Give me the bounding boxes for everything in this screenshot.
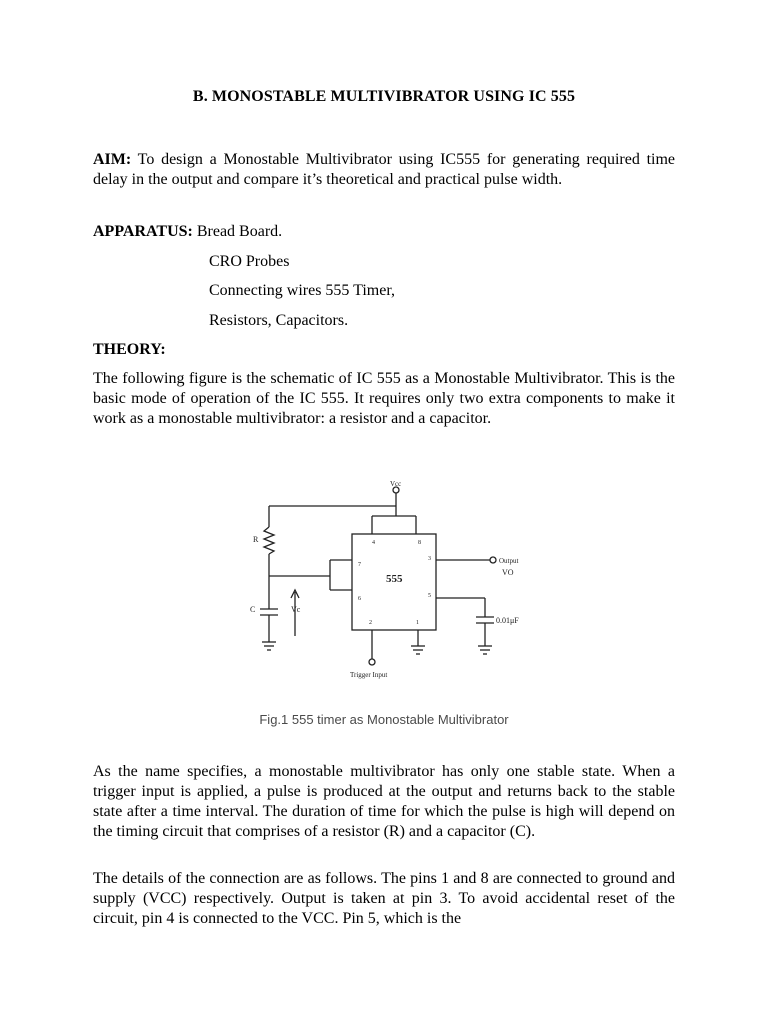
pin-label: 1 <box>416 620 419 626</box>
vc-label: Vc <box>291 605 301 614</box>
apparatus-item: Bread Board. <box>196 223 283 240</box>
pin-label: 6 <box>358 596 361 602</box>
theory-heading: THEORY: <box>93 341 166 358</box>
output-label: Output <box>499 557 519 565</box>
resistor-label: R <box>253 535 259 544</box>
aim-text: To design a Monostable Multivibrator using IC555 for generating required time delay in the output and compare it’s theoretical and practical pulse width. <box>93 151 675 188</box>
aim-label: AIM: <box>93 151 132 168</box>
apparatus-item: Resistors, Capacitors. <box>209 312 349 329</box>
theory-paragraph-2: As the name specifies, a monostable multivibrator has only one stable state. When a trigger input is applied, a pulse is produced at the output and returns back to the stable state after a time interval. The duration of time for which the pulse is high will depend on the timing circuit that comprises of a resistor (R) and a capacitor (C). <box>93 763 675 840</box>
apparatus-label: APPARATUS: <box>93 223 193 240</box>
cap-value-label: 0.01μF <box>496 616 519 625</box>
aim-paragraph <box>93 150 675 190</box>
figure-caption: Fig.1 555 timer as Monostable Multivibrator <box>259 712 509 727</box>
pin-label: 5 <box>428 593 431 599</box>
vo-label: VO <box>502 568 514 577</box>
apparatus-item: CRO Probes <box>209 253 290 270</box>
capacitor-label: C <box>250 605 256 614</box>
vcc-label: Vcc <box>390 480 402 488</box>
trigger-input-label: Trigger Input <box>350 671 388 679</box>
ic-label: 555 <box>386 573 403 585</box>
pin-label: 4 <box>372 540 375 546</box>
theory-paragraph-1: The following figure is the schematic of IC 555 as a Monostable Multivibrator. This is the basic mode of operation of the IC 555. It requires only two extra components to make it work as a monostable multivibrator: a resistor and a capacitor. <box>93 370 675 427</box>
document-title: B. MONOSTABLE MULTIVIBRATOR USING IC 555 <box>192 88 576 105</box>
apparatus-row <box>93 223 282 241</box>
pin-label: 2 <box>369 620 372 626</box>
pin-label: 7 <box>358 562 361 568</box>
pin-label: 3 <box>428 556 431 562</box>
apparatus-item: Connecting wires 555 Timer, <box>209 282 396 299</box>
pin-label: 8 <box>418 540 421 546</box>
theory-paragraph-3: The details of the connection are as follows. The pins 1 and 8 are connected to ground and supply (VCC) respectively. Output is taken at pin 3. To avoid accidental reset of the circuit, pin 4 is connected to the VCC. Pin 5, which is the <box>93 870 675 927</box>
circuit-schematic <box>240 474 540 684</box>
